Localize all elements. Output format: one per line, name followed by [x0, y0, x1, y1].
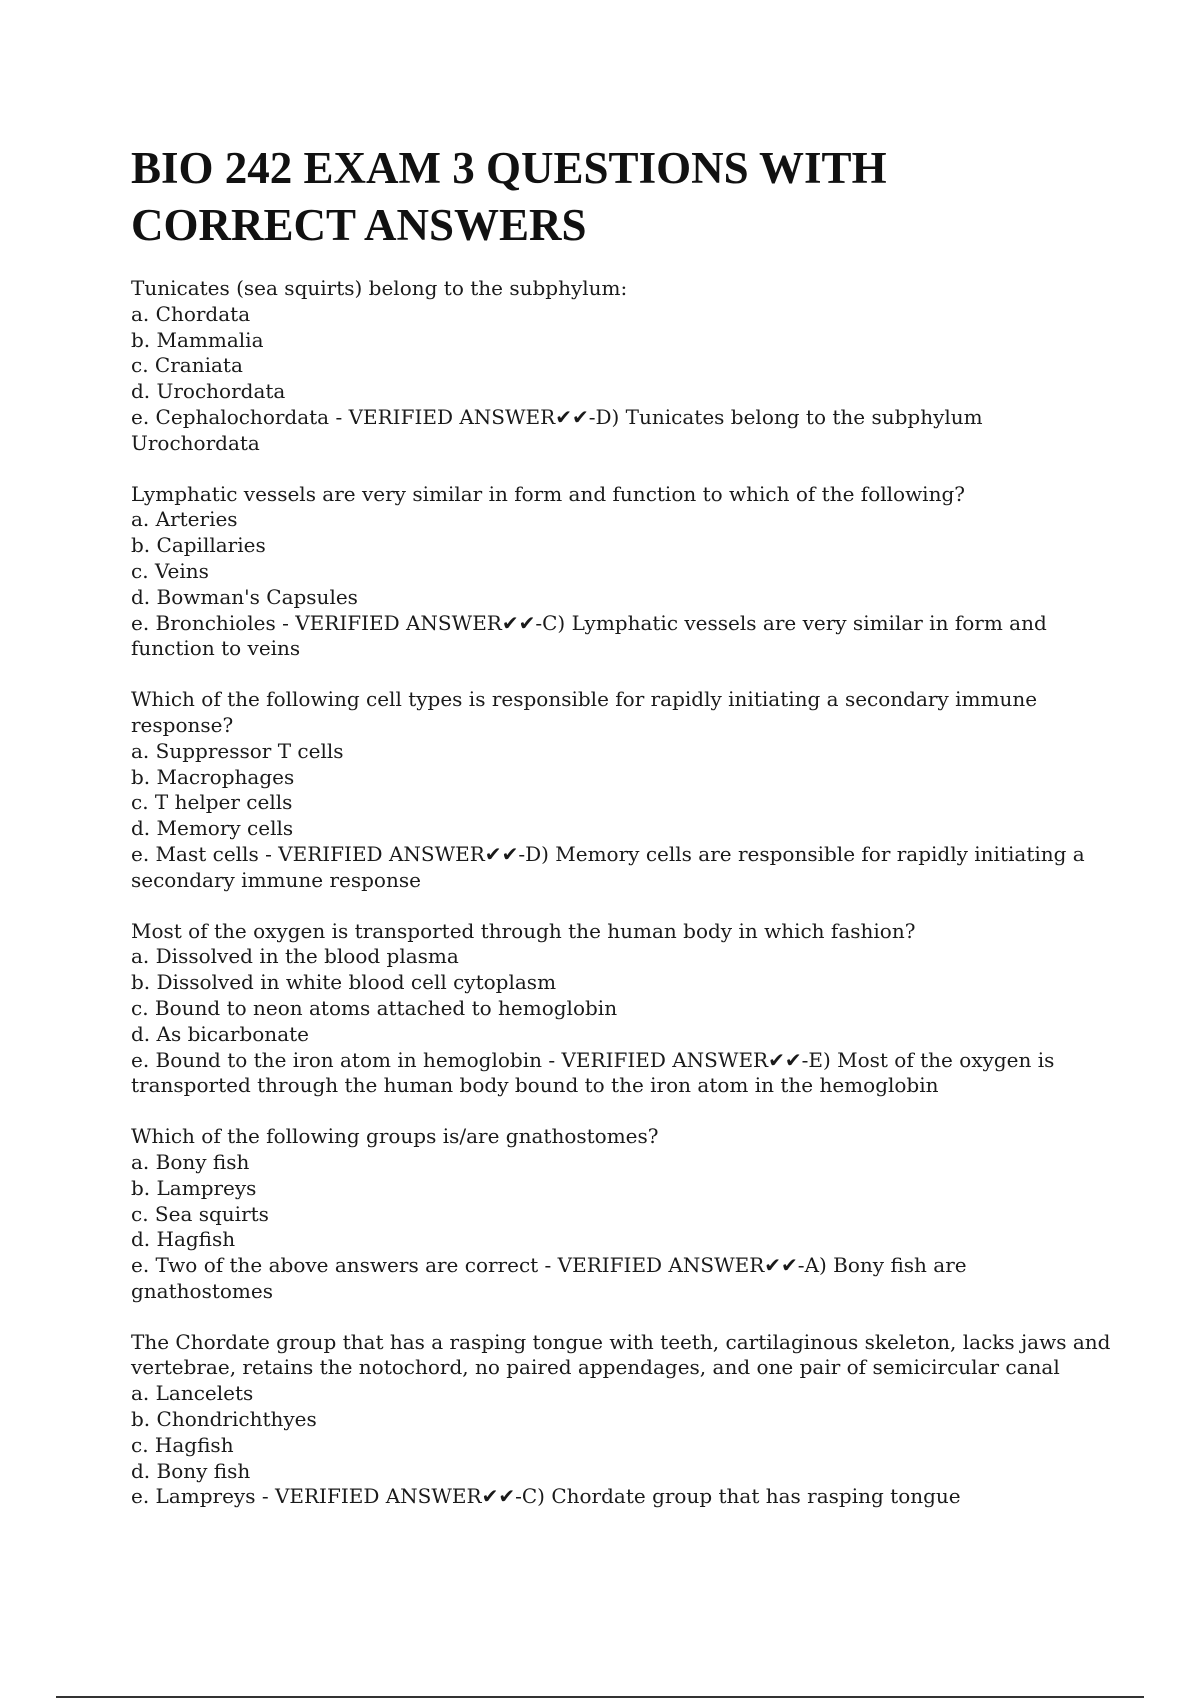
answer-option: d. Urochordata	[131, 379, 286, 404]
answer-option: d. Bony fish	[131, 1458, 251, 1483]
answer-option: a. Bony fish	[131, 1149, 250, 1174]
answer-option: d. Memory cells	[131, 816, 294, 841]
question-block	[131, 276, 1111, 457]
answer-option: c. Bound to neon atoms attached to hemoglobin	[131, 995, 618, 1020]
answer-option: a. Dissolved in the blood plasma	[131, 944, 459, 969]
answer-option: b. Mammalia	[131, 327, 264, 352]
answer-option: a. Arteries	[131, 507, 238, 532]
question-block	[131, 919, 1111, 1100]
question-block	[131, 1124, 1111, 1305]
question-text: Most of the oxygen is transported through the human body in which fashion?	[131, 918, 916, 943]
answer-option: d. As bicarbonate	[131, 1021, 309, 1046]
document-title: BIO 242 EXAM 3 QUESTIONS WITH CORRECT ANSWERS	[131, 143, 887, 250]
answer-option: c. Hagfish	[131, 1432, 234, 1457]
answer-option: c. Craniata	[131, 353, 243, 378]
question-text: Tunicates (sea squirts) belong to the subphylum:	[131, 276, 628, 300]
answer-option: c. Sea squirts	[131, 1201, 269, 1226]
question-text: The Chordate group that has a rasping tongue with teeth, cartilaginous skeleton, lacks jaws and vertebrae, retains the notochord, no paired appendages, and one pair of semicircular canal	[131, 1329, 1117, 1380]
answer-option: b. Capillaries	[131, 533, 266, 558]
question-block	[131, 482, 1111, 663]
answer-option: c. Veins	[131, 558, 209, 583]
answer-option: b. Lampreys	[131, 1175, 257, 1200]
question-list	[131, 276, 1117, 1535]
answer-option-with-verified-answer: e. Mast cells - VERIFIED ANSWER✔✔-D) Memory cells are responsible for rapidly initiating a secondary immune response	[131, 841, 1092, 892]
answer-option-with-verified-answer: e. Bound to the iron atom in hemoglobin - VERIFIED ANSWER✔✔-E) Most of the oxygen is transported through the human body bound to the iron atom in the hemoglobin	[131, 1047, 1061, 1098]
question-text: Which of the following groups is/are gnathostomes?	[131, 1124, 659, 1149]
answer-option: b. Dissolved in white blood cell cytoplasm	[131, 970, 557, 995]
question-text: Lymphatic vessels are very similar in form and function to which of the following?	[131, 481, 965, 506]
answer-option-with-verified-answer: e. Bronchioles - VERIFIED ANSWER✔✔-C) Lymphatic vessels are very similar in form and function to veins	[131, 610, 1054, 661]
answer-option: a. Suppressor T cells	[131, 738, 344, 763]
answer-option-with-verified-answer: e. Two of the above answers are correct - VERIFIED ANSWER✔✔-A) Bony fish are gnathostomes	[131, 1253, 973, 1303]
answer-option: d. Hagfish	[131, 1227, 236, 1252]
footer-divider	[56, 1696, 1144, 1698]
question-text: Which of the following cell types is responsible for rapidly initiating a secondary immune response?	[131, 687, 1044, 737]
answer-option: c. T helper cells	[131, 790, 293, 815]
answer-option-with-verified-answer: e. Lampreys - VERIFIED ANSWER✔✔-C) Chordate group that has rasping tongue	[131, 1484, 961, 1509]
question-block	[131, 687, 1111, 893]
question-block	[131, 1329, 1117, 1511]
answer-option: b. Chondrichthyes	[131, 1407, 317, 1432]
answer-option: b. Macrophages	[131, 764, 295, 789]
answer-option: a. Lancelets	[131, 1381, 254, 1406]
answer-option-with-verified-answer: e. Cephalochordata - VERIFIED ANSWER✔✔-D) Tunicates belong to the subphylum Urochordata	[131, 404, 989, 455]
answer-option: d. Bowman's Capsules	[131, 584, 358, 609]
answer-option: a. Chordata	[131, 301, 251, 326]
